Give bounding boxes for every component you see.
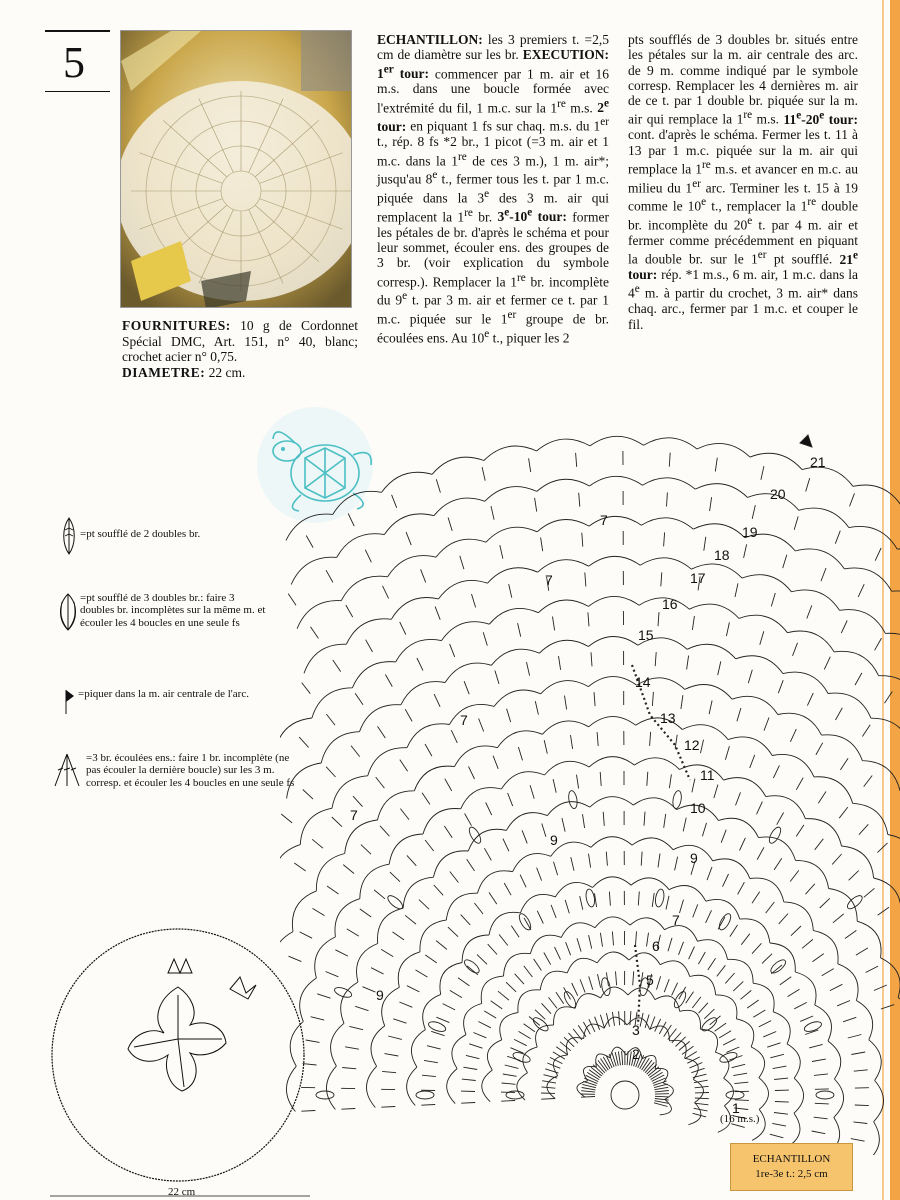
diameter-value: 22 cm.: [208, 364, 246, 380]
round-label-5: 5: [646, 972, 654, 988]
round-label-2: 2: [632, 1046, 640, 1062]
round-label-21: 21: [810, 454, 826, 470]
pattern-number: 5: [45, 30, 110, 92]
round-label-6: 6: [652, 938, 660, 954]
instructions-column-1: ECHANTILLON: les 3 premiers t. =2,5 cm de diamètre sur les br. EXECUTION: 1er tour: commencer par 1 m. air et 16 m.s. dans une boucle formée avec l'extrémité du fil, 1 m.c. sur la 1re m.s. 2e tour: en piquant 1 fs sur chaq. m.s. du 1er t., rép. 8 fs *2 br., 1 picot (=3 m. air et 1 m.c. dans la 1re de ces 3 m.), 1 m. air*; jusqu'au 8e t., fermer tous les t. par 1 m.c. piquée dans la 3e des 3 m. air qui remplacent la 1re br. 3e-10e tour: former les pétales de br. d'après le schéma et pour leur sommet, écouler ens. des groupes de 3 br. (voir explication du symbole corresp.). Remplacer la 1re br. incomplète du 9e t. par 3 m. air et fermer ce t. par 1 m.c. piquée sur le 1er groupe de br. écoulées ens. Au 10e t., piquer les 2: [377, 32, 610, 346]
round-label-3: 3: [632, 1022, 640, 1038]
repeat-label-a: 7: [600, 512, 608, 528]
round-label-14: 14: [635, 674, 651, 690]
round-label-19: 19: [742, 524, 758, 540]
gauge-value: 1re-3e t.: 2,5 cm: [755, 1168, 828, 1180]
puff-2-symbol-icon: [62, 516, 76, 556]
round-label-17: 17: [690, 570, 706, 586]
gauge-box: [730, 1143, 853, 1191]
repeat-label-d: 7: [350, 807, 358, 823]
start-note: (16 m.s.): [720, 1113, 760, 1125]
puff-3-symbol-icon: [58, 592, 78, 632]
round-label-7: 7: [672, 912, 680, 928]
round-label-20: 20: [770, 486, 786, 502]
repeat-label-c: 7: [460, 712, 468, 728]
label-9-outer: 9: [376, 987, 384, 1003]
round-label-13: 13: [660, 710, 676, 726]
round-label-1: 1: [732, 1100, 740, 1116]
repeat-label-b: 7: [545, 572, 553, 588]
round-label-15: 15: [638, 627, 654, 643]
round-label-9: 9: [690, 850, 698, 866]
supplies-text: 10 g de Cordonnet Spécial DMC, Art. 151, n° 40, blanc; crochet acier n° 0,75.: [122, 318, 358, 364]
label-9-left: 9: [550, 832, 558, 848]
diameter-label: DIAMETRE:: [122, 364, 206, 380]
gauge-title: ECHANTILLON: [752, 1153, 831, 1165]
insert-arrow-icon: [64, 688, 76, 716]
round-label-12: 12: [684, 737, 700, 753]
instructions-column-2: pts soufflés de 3 doubles br. situés entre les pétales sur la m. air centrale des arc. de 9 m. comme indiqué par le symbole corresp. Remplacer les 4 dernières m. air de ce t. par 1 double br. piquée sur la m. air qui remplace la 1re m.s. 11e-20e tour: cont. d'après le schéma. Fermer les t. 11 à 13 par 1 m.c. piquée sur la m. air qui remplace la 1re m.s. et avancer en m.c. au milieu du 1er arc. Terminer les t. 15 à 19 comme le 10e t., remplacer la 1re double br. incomplète du 20e t. par 4 m. air et fermer comme précédemment en piquant la double br. sur le 1er pt soufflé. 21e tour: rép. *1 m.s., 6 m. air, 1 m.c. dans la 4e m. à partir du crochet, 3 m. air* dans chaq. arc., fermer par 1 m.c. et couper le fil.: [628, 32, 859, 332]
crochet-chart: [280, 395, 900, 1155]
round-label-10: 10: [690, 800, 706, 816]
round-label-16: 16: [662, 596, 678, 612]
outline-diameter: 22 cm: [168, 1186, 196, 1198]
round-label-18: 18: [714, 547, 730, 563]
supplies-label: FOURNITURES:: [122, 318, 231, 333]
round-label-11: 11: [700, 767, 715, 783]
cluster-symbol-icon: [52, 752, 82, 788]
doily-photo: [120, 30, 352, 308]
doily-outline: [40, 915, 320, 1200]
supplies-block: [122, 318, 358, 380]
